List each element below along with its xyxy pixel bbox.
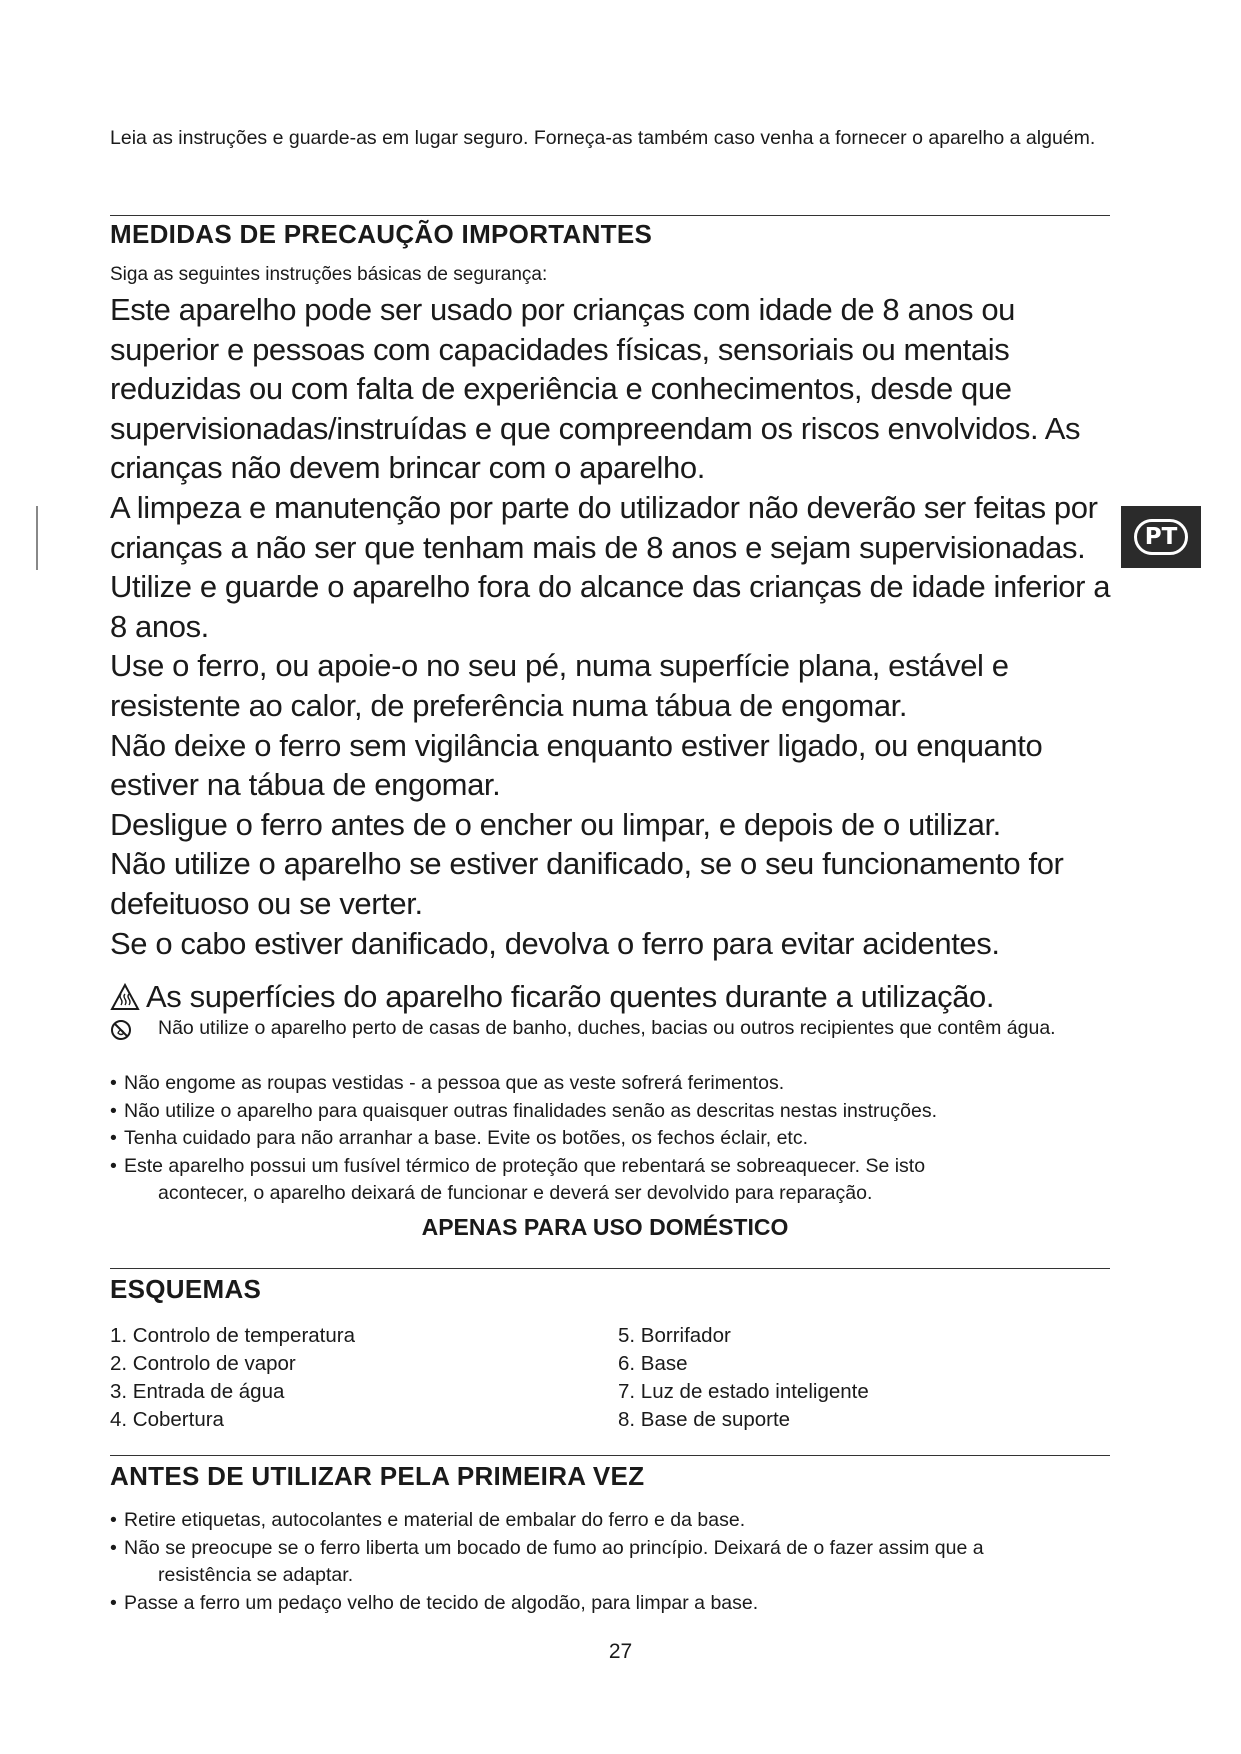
schema-item: 8. Base de suporte [618, 1408, 791, 1431]
bath-warning-text: Não utilize o aparelho perto de casas de banho, duches, bacias ou outros recipientes que contêm água. [158, 1017, 1056, 1039]
safety-item: A limpeza e manutenção por parte do utilizador não deverão ser feitas por crianças a não ser que tenham mais de 8 anos e sejam supervisionadas. [110, 489, 1098, 565]
schema-item: 3. Entrada de água [110, 1380, 285, 1403]
first-use-heading: ANTES DE UTILIZAR PELA PRIMEIRA VEZ [110, 1461, 645, 1491]
schema-item: 6. Base [618, 1352, 688, 1375]
section-divider [110, 1455, 1110, 1456]
schema-item: 7. Luz de estado inteligente [618, 1380, 869, 1403]
intro-text: Leia as instruções e guarde-as em lugar seguro. Forneça-as também caso venha a fornecer o aparelho a alguém. [110, 127, 1096, 149]
schema-item: 5. Borrifador [618, 1324, 731, 1347]
margin-mark [36, 506, 38, 570]
large-safety-list [110, 290, 1125, 963]
safety-item: Desligue o ferro antes de o encher ou limpar, e depois de o utilizar. [110, 806, 1001, 842]
schema-list-left [110, 1322, 355, 1434]
safety-item: Se o cabo estiver danificado, devolva o ferro para evitar acidentes. [110, 925, 1000, 961]
list-item: • Retire etiquetas, autocolantes e material de embalar do ferro e da base. [110, 1509, 746, 1531]
safety-item: Utilize e guarde o aparelho fora do alcance das crianças de idade inferior a 8 anos. [110, 569, 1111, 644]
domestic-use-note: APENAS PARA USO DOMÉSTICO [421, 1214, 789, 1240]
schema-item: 2. Controlo de vapor [110, 1352, 296, 1375]
hot-surface-icon [110, 983, 140, 1011]
no-water-icon [110, 1019, 132, 1041]
list-item: • Tenha cuidado para não arranhar a base. Evite os botões, os fechos éclair, etc. [110, 1127, 809, 1149]
safety-item: Não deixe o ferro sem vigilância enquanto estiver ligado, ou enquanto estiver na tábua de engomar. [110, 727, 1043, 803]
safety-item: Não utilize o aparelho se estiver danificado, se o seu funcionamento for defeituoso ou se verter. [110, 846, 1064, 921]
hot-surface-warning [110, 978, 994, 1016]
list-item: • Passe a ferro um pedaço velho de tecido de algodão, para limpar a base. [110, 1591, 759, 1614]
schemas-heading: ESQUEMAS [110, 1274, 262, 1304]
section-divider [110, 1268, 1110, 1269]
list-item: • Não utilize o aparelho para quaisquer outras finalidades senão as descritas nestas instruções. [110, 1099, 937, 1122]
safety-subtitle: Siga as seguintes instruções básicas de segurança: [110, 264, 548, 285]
list-item: • Não engome as roupas vestidas - a pessoa que as veste sofrerá ferimentos. [110, 1072, 785, 1094]
schema-item: 1. Controlo de temperatura [110, 1324, 355, 1347]
language-tab [1121, 506, 1201, 568]
list-item: • Este aparelho possui um fusível térmico de proteção que rebentará se sobreaquecer. Se isto acontecer, o aparelho deixará de funcionar e deverá ser devolvido para reparação. [110, 1154, 926, 1204]
first-use-bullet-list [110, 1507, 1100, 1617]
safety-bullet-list [110, 1070, 1100, 1208]
safety-item: Use o ferro, ou apoie-o no seu pé, numa superfície plana, estável e resistente ao calor, de preferência numa tábua de engomar. [110, 648, 1009, 723]
safety-heading: MEDIDAS DE PRECAUÇÃO IMPORTANTES [110, 219, 653, 249]
safety-item: Este aparelho pode ser usado por crianças com idade de 8 anos ou superior e pessoas com capacidades físicas, sensoriais ou mentais reduzidas ou com falta de experiência e conhecimentos, desde que supervisionadas/instruídas e que compreendam os riscos envolvidos. As crianças não devem brincar com o aparelho. [110, 292, 1081, 486]
schema-item: 4. Cobertura [110, 1408, 224, 1431]
section-divider [110, 215, 1110, 216]
hot-surface-text: As superfícies do aparelho ficarão quentes durante a utilização. [146, 979, 995, 1014]
list-item: • Não se preocupe se o ferro liberta um bocado de fumo ao princípio. Deixará de o fazer assim que a resistência se adaptar. [110, 1536, 984, 1586]
language-badge: PT [1134, 519, 1188, 555]
bath-warning [110, 1015, 1090, 1042]
page-number: 27 [608, 1640, 633, 1663]
schema-list-right [618, 1322, 869, 1434]
